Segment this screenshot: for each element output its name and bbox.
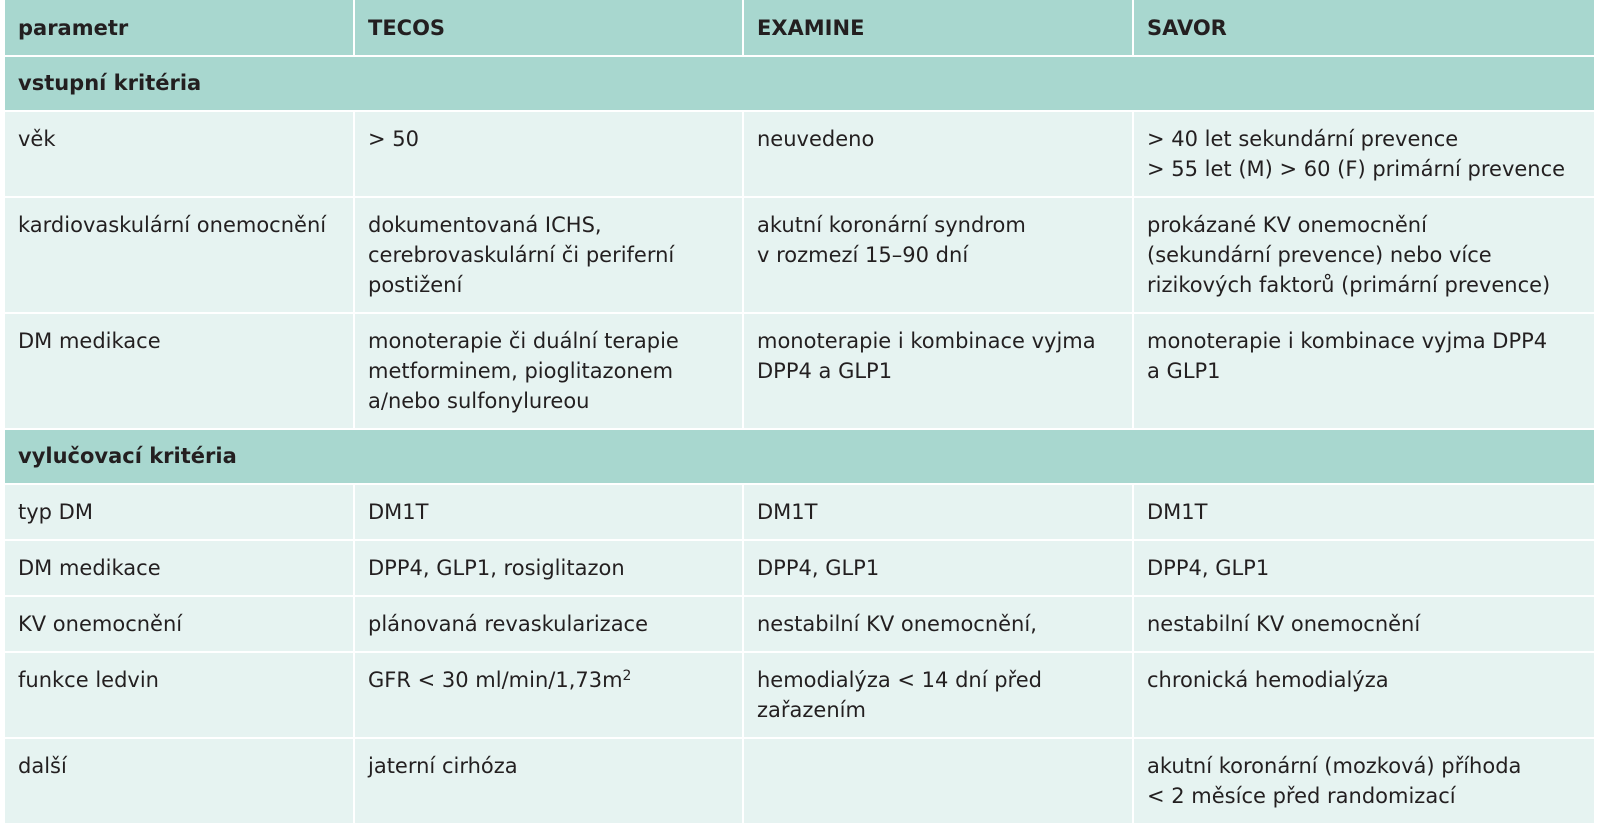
table-row	[5, 652, 1594, 738]
row-label: funkce ledvin	[5, 652, 354, 738]
table-cell: > 40 let sekundární prevence > 55 let (M) > 60 (F) primární prevence	[1133, 111, 1594, 197]
table-cell: DM1T	[743, 484, 1133, 540]
table-cell: dokumentovaná ICHS, cerebrovaskulární či periferní postižení	[354, 197, 743, 313]
row-label: další	[5, 738, 354, 824]
header-examine: EXAMINE	[743, 0, 1133, 56]
table-cell: prokázané KV onemocnění (sekundární prevence) nebo více rizikových faktorů (primární prevence)	[1133, 197, 1594, 313]
row-label: DM medikace	[5, 540, 354, 596]
table-header-row	[5, 0, 1594, 56]
table-cell: DM1T	[354, 484, 743, 540]
table-cell: nestabilní KV onemocnění,	[743, 596, 1133, 652]
table-cell: monoterapie i kombinace vyjma DPP4 a GLP1	[1133, 313, 1594, 429]
table-cell: nestabilní KV onemocnění	[1133, 596, 1594, 652]
section-title-exclusion: vylučovací kritéria	[5, 429, 1594, 484]
table-cell: plánovaná revaskularizace	[354, 596, 743, 652]
table-cell: akutní koronární syndrom v rozmezí 15–90 dní	[743, 197, 1133, 313]
row-label: KV onemocnění	[5, 596, 354, 652]
criteria-table	[5, 0, 1594, 825]
superscript: 2	[622, 668, 632, 684]
row-label: typ DM	[5, 484, 354, 540]
table-cell: monoterapie i kombinace vyjma DPP4 a GLP1	[743, 313, 1133, 429]
table-row	[5, 596, 1594, 652]
table-row	[5, 540, 1594, 596]
table-cell: > 50	[354, 111, 743, 197]
table-cell: DM1T	[1133, 484, 1594, 540]
table-cell: GFR < 30 $ml/\min/1,73m^2$	[354, 652, 743, 738]
table-row	[5, 313, 1594, 429]
table-cell: akutní koronární (mozková) příhoda < 2 měsíce před randomizací	[1133, 738, 1594, 824]
row-label: věk	[5, 111, 354, 197]
section-header-row	[5, 56, 1594, 111]
section-title-inclusion: vstupní kritéria	[5, 56, 1594, 111]
table-row	[5, 197, 1594, 313]
row-label: kardiovaskulární onemocnění	[5, 197, 354, 313]
header-parametr: parametr	[5, 0, 354, 56]
section-header-row	[5, 429, 1594, 484]
table-row	[5, 738, 1594, 824]
header-tecos: TECOS	[354, 0, 743, 56]
table-row	[5, 484, 1594, 540]
header-savor: SAVOR	[1133, 0, 1594, 56]
table-cell: DPP4, GLP1	[743, 540, 1133, 596]
table-cell: DPP4, GLP1	[1133, 540, 1594, 596]
table-cell: DPP4, GLP1, rosiglitazon	[354, 540, 743, 596]
table-cell: monoterapie či duální terapie metforminem, pioglitazonem a/nebo sulfonylureou	[354, 313, 743, 429]
table-row	[5, 111, 1594, 197]
row-label: DM medikace	[5, 313, 354, 429]
table-cell: jaterní cirhóza	[354, 738, 743, 824]
table-cell-empty	[743, 738, 1133, 824]
table-cell: hemodialýza < 14 dní před zařazením	[743, 652, 1133, 738]
criteria-table-wrapper	[5, 0, 1594, 825]
table-cell: chronická hemodialýza	[1133, 652, 1594, 738]
table-cell: neuvedeno	[743, 111, 1133, 197]
